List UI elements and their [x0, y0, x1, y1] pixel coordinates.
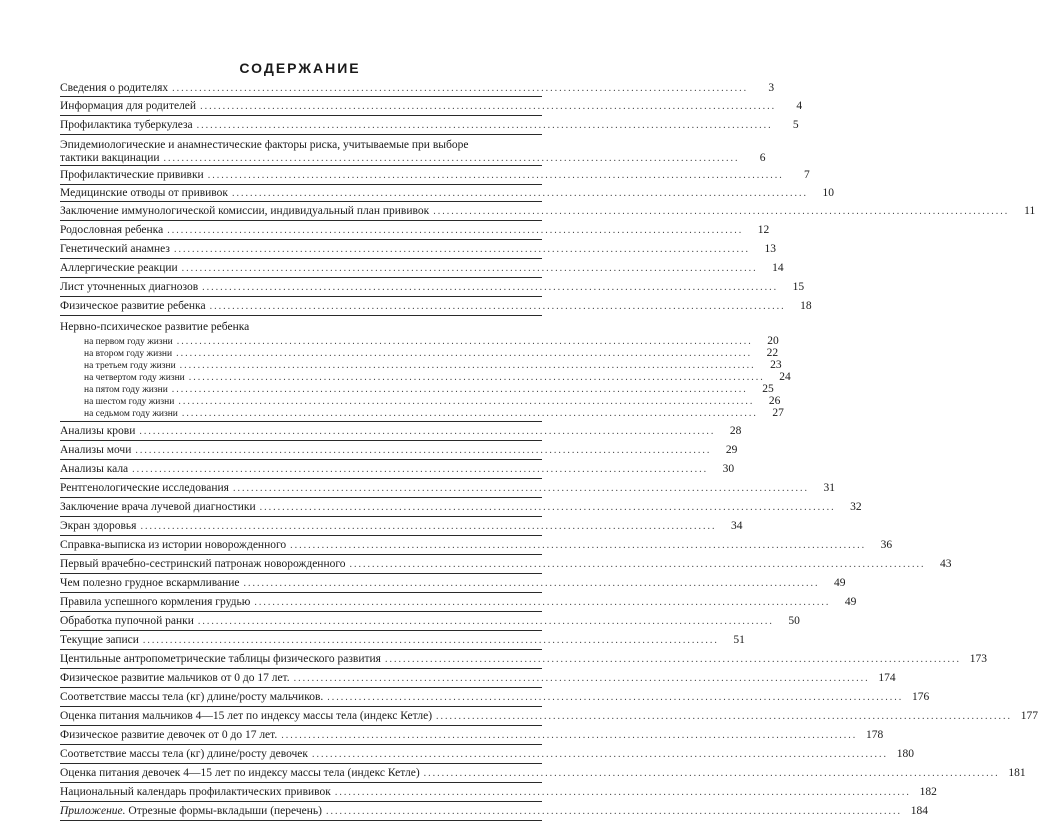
toc-entry-title: Физическое развитие ребенка — [60, 300, 206, 312]
toc-entry-title: Физическое развитие девочек от 0 до 17 лет. — [60, 729, 278, 741]
toc-entry[interactable] — [60, 479, 835, 498]
toc-entry-page: 10 — [822, 187, 834, 199]
toc-entry-page: 24 — [779, 371, 791, 383]
leader-dots: ................................................................................................................................ — [384, 654, 961, 665]
toc-entry-title: Обработка пупочной ранки — [60, 615, 194, 627]
toc-entry[interactable] — [60, 517, 743, 536]
leader-dots: ................................................................................................................................ — [171, 384, 748, 395]
toc-entry-page: 51 — [733, 634, 745, 646]
toc-subentry-title: на втором году жизни — [84, 349, 173, 359]
toc-entry-page: 49 — [834, 577, 846, 589]
toc-entry-page: 22 — [766, 347, 779, 359]
leader-dots: ................................................................................................................................ — [179, 360, 756, 371]
leader-dots: ................................................................................................................................ — [135, 445, 712, 456]
leader-dots: ................................................................................................................................ — [163, 153, 740, 164]
toc-entry-title-line2: тактики вакцинации — [60, 152, 160, 164]
leader-dots: ................................................................................................................................ — [167, 225, 744, 236]
toc-entry-title: Профилактика туберкулеза — [60, 119, 193, 131]
toc-entry-page: 181 — [1008, 767, 1026, 779]
toc-entry[interactable] — [60, 688, 930, 707]
toc-entry-title: Правила успешного кормления грудью — [60, 596, 251, 608]
toc-entry-page: 6 — [759, 152, 766, 164]
toc-entry-page: 29 — [725, 444, 738, 456]
toc-entry-page: 27 — [772, 407, 784, 419]
toc-entry-title-line1: Эпидемиологические и анамнестические факторы риска, учитываемые при выборе — [60, 139, 469, 151]
toc-entry-title: Текущие записи — [60, 634, 139, 646]
toc-entry[interactable] — [60, 612, 800, 631]
toc-entry-page: 12 — [757, 224, 770, 236]
toc-entry[interactable] — [60, 555, 952, 574]
toc-entry[interactable] — [60, 202, 1036, 221]
toc-entry-title: Генетический анамнез — [60, 243, 170, 255]
toc-entry-page: 182 — [919, 786, 937, 798]
toc-subentry-title: на седьмом году жизни — [84, 409, 178, 419]
toc-entry[interactable] — [60, 574, 846, 593]
toc-entry[interactable] — [60, 764, 1026, 783]
toc-entry[interactable] — [60, 650, 987, 669]
toc-entry-page: 5 — [792, 119, 799, 131]
leader-dots: ................................................................................................................................ — [202, 282, 779, 293]
toc-entry-title: Физическое развитие мальчиков от 0 до 17 лет. — [60, 672, 290, 684]
toc-entry-page: 7 — [803, 169, 810, 181]
toc-entry[interactable] — [60, 135, 766, 166]
toc-entry[interactable] — [60, 185, 834, 202]
toc-entry[interactable] — [60, 441, 738, 460]
toc-entry-page: 3 — [768, 82, 775, 94]
toc-subentry-title: на пятом году жизни — [84, 385, 168, 395]
toc-entry-page: 20 — [767, 335, 779, 347]
toc-entry-title: Чем полезно грудное вскармливание — [60, 577, 240, 589]
toc-entry[interactable] — [60, 80, 775, 97]
leader-dots: ................................................................................................................................ — [436, 711, 1013, 722]
leader-dots: ................................................................................................................................ — [243, 578, 820, 589]
toc-entry-page: 174 — [878, 672, 896, 684]
toc-entry-title: Оценка питания мальчиков 4—15 лет по индексу массы тела (индекс Кетле) — [60, 710, 433, 722]
table-of-contents — [60, 80, 1038, 821]
toc-entry-title: Оценка питания девочек 4—15 лет по индексу массы тела (индекс Кетле) — [60, 767, 420, 779]
toc-entry-page: 26 — [768, 395, 781, 407]
leader-dots: ................................................................................................................................ — [423, 768, 1000, 779]
toc-entry[interactable] — [60, 745, 914, 764]
toc-subentry[interactable] — [60, 359, 782, 371]
leader-dots: ................................................................................................................................ — [132, 464, 709, 475]
toc-entry[interactable] — [60, 631, 745, 650]
leader-dots: ................................................................................................................................ — [293, 673, 870, 684]
toc-entry[interactable] — [60, 278, 805, 297]
toc-entry-title: Отрезные формы-вкладыши (перечень) — [125, 805, 322, 817]
toc-subentry-title: на первом году жизни — [84, 337, 173, 347]
toc-subentry-title: на третьем году жизни — [84, 361, 176, 371]
toc-entry[interactable] — [60, 593, 857, 612]
leader-dots: ................................................................................................................................ — [176, 348, 753, 359]
toc-entry-title: Соответствие массы тела (кг) длине/росту мальчиков. — [60, 691, 324, 703]
leader-dots: ................................................................................................................................ — [176, 336, 753, 347]
toc-entry-page: 177 — [1020, 710, 1038, 722]
toc-entry[interactable] — [60, 498, 862, 517]
toc-entry-page: 14 — [772, 262, 784, 274]
toc-subentry[interactable] — [60, 335, 779, 347]
toc-entry-page: 15 — [792, 281, 805, 293]
toc-subentry[interactable] — [60, 371, 791, 383]
toc-entry[interactable] — [60, 802, 928, 821]
leader-dots: ................................................................................................................................ — [259, 502, 836, 513]
leader-dots: ................................................................................................................................ — [197, 616, 774, 627]
leader-dots: ................................................................................................................................ — [349, 559, 926, 570]
toc-entry[interactable] — [60, 259, 784, 278]
toc-entry[interactable] — [60, 166, 810, 185]
toc-subentry[interactable] — [60, 395, 781, 407]
toc-entry-title: Экран здоровья — [60, 520, 137, 532]
toc-entry-page: 180 — [896, 748, 914, 760]
toc-entry-title: Медицинские отводы от прививок — [60, 187, 228, 199]
toc-subentry[interactable] — [60, 383, 774, 395]
toc-entry[interactable] — [60, 707, 1038, 726]
toc-subentry-title: на шестом году жизни — [84, 397, 175, 407]
toc-entry-page: 28 — [729, 425, 742, 437]
toc-entry[interactable] — [60, 116, 799, 135]
toc-entry[interactable] — [60, 97, 803, 116]
toc-entry-title: Заключение врача лучевой диагностики — [60, 501, 256, 513]
toc-subentry[interactable] — [60, 407, 784, 421]
toc-entry-title: Соответствие массы тела (кг) длине/росту девочек — [60, 748, 308, 760]
toc-entry-page: 32 — [850, 501, 862, 513]
toc-entry-page: 36 — [880, 539, 893, 551]
toc-entry[interactable] — [60, 240, 776, 259]
toc-entry-page: 13 — [764, 243, 776, 255]
leader-dots: ................................................................................................................................ — [196, 120, 773, 131]
toc-entry[interactable] — [60, 726, 884, 745]
toc-entry[interactable] — [60, 422, 742, 441]
toc-entry-page: 178 — [865, 729, 884, 741]
toc-entry-page: 23 — [770, 359, 782, 371]
leader-dots: ................................................................................................................................ — [232, 188, 808, 199]
leader-dots: ................................................................................................................................ — [232, 483, 809, 494]
toc-entry-title: Заключение иммунологической комиссии, индивидуальный план прививок — [60, 205, 430, 217]
toc-entry-title: Центильные антропометрические таблицы физического развития — [60, 653, 381, 665]
toc-entry-page: 18 — [800, 300, 812, 312]
leader-dots: ................................................................................................................................ — [325, 806, 902, 817]
toc-entry-title: Анализы мочи — [60, 444, 132, 456]
leader-dots: ................................................................................................................................ — [327, 692, 904, 703]
toc-entry[interactable] — [60, 297, 812, 316]
toc-section-title: Нервно-психическое развитие ребенка — [60, 321, 250, 333]
toc-entry-title: Аллергические реакции — [60, 262, 178, 274]
toc-entry-page: 11 — [1024, 205, 1036, 217]
page-title: СОДЕРЖАНИЕ — [239, 60, 361, 76]
toc-entry-page: 49 — [844, 596, 857, 608]
leader-dots: ................................................................................................................................ — [142, 635, 719, 646]
toc-entry-title: Родословная ребенка — [60, 224, 164, 236]
toc-entry-page: 25 — [762, 383, 774, 395]
leader-dots: ................................................................................................................................ — [209, 301, 786, 312]
leader-dots: ................................................................................................................................ — [207, 170, 784, 181]
toc-entry[interactable] — [60, 536, 893, 555]
leader-dots: ................................................................................................................................ — [312, 749, 888, 760]
leader-dots: ................................................................................................................................ — [254, 597, 831, 608]
toc-entry-title: Сведения о родителях — [60, 82, 169, 94]
toc-section-neuro — [60, 316, 791, 422]
toc-entry-title: Анализы кала — [60, 463, 129, 475]
leader-dots: ................................................................................................................................ — [173, 244, 750, 255]
toc-subentry-title: на четвертом году жизни — [84, 373, 185, 383]
toc-entry-title: Справка-выписка из истории новорожденного — [60, 539, 287, 551]
toc-entry-title: Рентгенологические исследования — [60, 482, 229, 494]
leader-dots: ................................................................................................................................ — [433, 206, 1010, 217]
toc-entry-page: 31 — [823, 482, 835, 494]
leader-dots: ................................................................................................................................ — [140, 521, 717, 532]
leader-dots: ................................................................................................................................ — [178, 396, 755, 407]
toc-entry-page: 184 — [910, 805, 928, 817]
leader-dots: ................................................................................................................................ — [188, 372, 765, 383]
toc-entry-title: Анализы крови — [60, 425, 136, 437]
toc-entry-title: Лист уточненных диагнозов — [60, 281, 199, 293]
toc-entry-page: 50 — [788, 615, 800, 627]
toc-entry-title: Национальный календарь профилактических прививок — [60, 786, 331, 798]
toc-entry[interactable] — [60, 460, 735, 479]
toc-entry-title: Первый врачебно-сестринский патронаж новорожденного — [60, 558, 346, 570]
toc-entry[interactable] — [60, 783, 937, 802]
leader-dots: ................................................................................................................................ — [200, 101, 777, 112]
toc-entry-title: Профилактические прививки — [60, 169, 204, 181]
toc-entry-title-italic: Приложение. — [60, 805, 126, 817]
leader-dots: ................................................................................................................................ — [181, 408, 758, 419]
toc-entry-page: 4 — [796, 100, 803, 112]
toc-entry[interactable] — [60, 669, 896, 688]
leader-dots: ................................................................................................................................ — [281, 730, 858, 741]
leader-dots: ................................................................................................................................ — [181, 263, 758, 274]
toc-entry-page: 173 — [969, 653, 987, 665]
leader-dots: ................................................................................................................................ — [172, 83, 749, 94]
toc-entry[interactable] — [60, 221, 770, 240]
toc-entry-page: 34 — [730, 520, 743, 532]
leader-dots: ................................................................................................................................ — [139, 426, 716, 437]
toc-entry-page: 176 — [912, 691, 930, 703]
toc-subentry[interactable] — [60, 347, 779, 359]
leader-dots: ................................................................................................................................ — [334, 787, 911, 798]
toc-entry-page: 30 — [722, 463, 735, 475]
toc-entry-title: Информация для родителей — [60, 100, 197, 112]
toc-entry-page: 43 — [940, 558, 952, 570]
leader-dots: ................................................................................................................................ — [290, 540, 867, 551]
